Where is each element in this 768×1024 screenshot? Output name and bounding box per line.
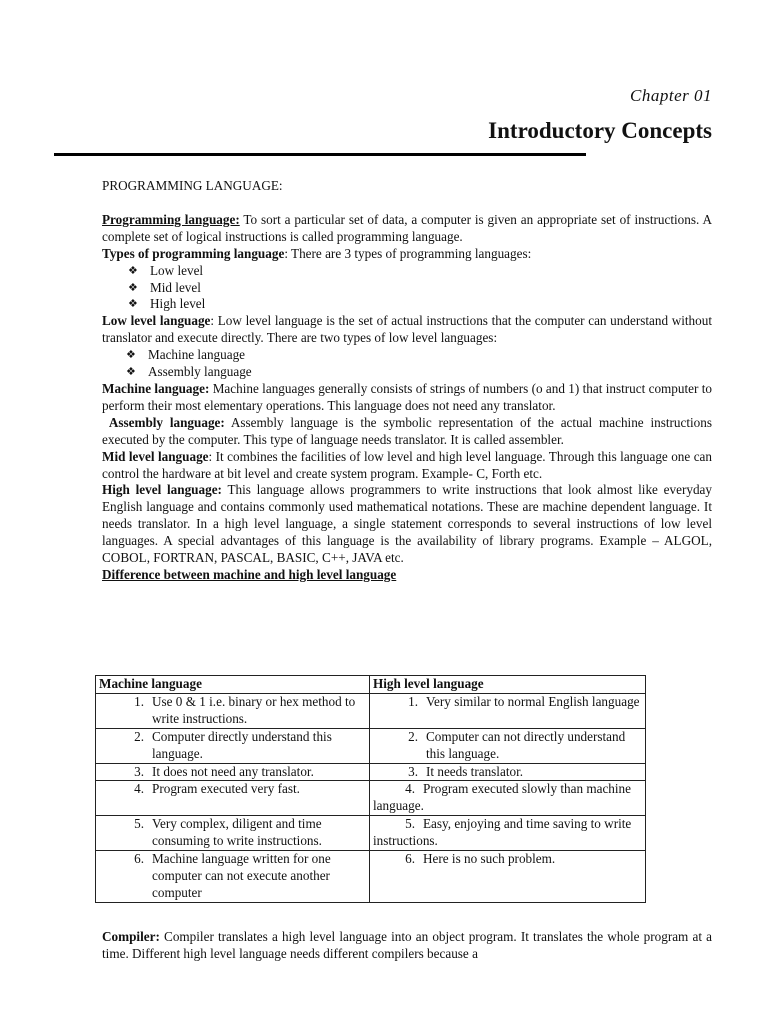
machine-cell-text: Computer directly understand this language. bbox=[152, 728, 332, 761]
types-term: Types of programming language bbox=[102, 245, 285, 261]
compiler-paragraph bbox=[102, 929, 712, 963]
list-item: ❖ Assembly language bbox=[126, 364, 712, 381]
programming-language-text: To sort a particular set of data, a computer is given an appropriate set of instructions. A complete set of logical instructions is called programming language. bbox=[102, 211, 712, 244]
high-level-cell bbox=[370, 693, 646, 728]
high-level-cell-text: Here is no such problem. bbox=[423, 851, 556, 867]
machine-cell bbox=[96, 851, 370, 903]
row-number: 3. bbox=[134, 763, 144, 779]
machine-cell-text: Very complex, diligent and time consuming to write instructions. bbox=[152, 816, 322, 849]
table-row bbox=[96, 763, 646, 781]
table-row bbox=[96, 728, 646, 763]
table-row bbox=[96, 693, 646, 728]
machine-cell bbox=[96, 816, 370, 851]
mid-level-term: Mid level language bbox=[102, 448, 209, 464]
low-level-list bbox=[102, 347, 712, 381]
compiler-term: Compiler: bbox=[102, 929, 160, 944]
high-level-cell-text: It needs translator. bbox=[426, 763, 524, 779]
machine-cell-text: Program executed very fast. bbox=[152, 781, 300, 797]
types-paragraph bbox=[102, 246, 712, 263]
high-level-cell bbox=[370, 816, 646, 851]
machine-cell bbox=[96, 728, 370, 763]
row-number: 1. bbox=[134, 693, 144, 709]
table-row bbox=[96, 851, 646, 903]
machine-language-term: Machine language: bbox=[102, 380, 210, 396]
machine-language-paragraph bbox=[102, 381, 712, 415]
high-level-cell-text: Program executed slowly than machine language. bbox=[373, 781, 632, 814]
mid-level-text: : It combines the facilities of low level and high level language. Through this language one can control the hardware at bit level and create system program. Example- C, Forth etc. bbox=[102, 448, 712, 481]
compiler-text: Compiler translates a high level language into an object program. It translates the whole program at a time. Different high level language needs different compilers because a bbox=[102, 929, 712, 961]
list-item: ❖ High level bbox=[128, 296, 712, 313]
high-level-cell bbox=[370, 851, 646, 903]
high-level-cell-text: Very similar to normal English language bbox=[426, 693, 640, 709]
page-content bbox=[102, 178, 712, 584]
row-number: 5. bbox=[405, 816, 415, 832]
chapter-title: Introductory Concepts bbox=[488, 118, 712, 143]
programming-language-paragraph bbox=[102, 212, 712, 246]
row-number: 4. bbox=[405, 781, 415, 797]
list-item: ❖ Machine language bbox=[126, 347, 712, 364]
difference-heading: Difference between machine and high level language bbox=[102, 566, 397, 582]
row-number: 2. bbox=[134, 728, 144, 744]
row-number: 5. bbox=[134, 816, 144, 832]
list-item: ❖ Low level bbox=[128, 263, 712, 280]
assembly-language-term: Assembly language: bbox=[108, 414, 225, 430]
machine-cell-text: Machine language written for one computer can not execute another computer bbox=[152, 851, 331, 900]
machine-language-text: Machine languages generally consists of strings of numbers (o and 1) that instruct computer to perform their most elementary operations. This language does not need any translator. bbox=[102, 380, 712, 413]
mid-level-paragraph bbox=[102, 449, 712, 483]
row-number: 2. bbox=[408, 728, 418, 744]
programming-language-term: Programming language: bbox=[102, 211, 240, 227]
machine-cell bbox=[96, 781, 370, 816]
row-number: 6. bbox=[134, 851, 144, 867]
list-item: ❖ Mid level bbox=[128, 280, 712, 297]
high-level-paragraph bbox=[102, 482, 712, 567]
table-header-row bbox=[96, 676, 646, 694]
assembly-language-text: Assembly language is the symbolic representation of the actual machine instructions executed by the computer. This type of language needs translator. It is called assembler. bbox=[102, 414, 713, 447]
table-row bbox=[96, 781, 646, 816]
row-number: 6. bbox=[405, 851, 415, 867]
low-level-term: Low level language bbox=[102, 313, 211, 329]
high-level-cell bbox=[370, 728, 646, 763]
row-number: 3. bbox=[408, 763, 418, 779]
title-rule bbox=[54, 153, 586, 156]
types-list bbox=[102, 263, 712, 314]
machine-cell-text: Use 0 & 1 i.e. binary or hex method to write instructions. bbox=[152, 693, 356, 726]
row-number: 1. bbox=[408, 693, 418, 709]
machine-cell bbox=[96, 763, 370, 781]
machine-cell-text: It does not need any translator. bbox=[152, 763, 314, 779]
low-level-text: : Low level language is the set of actual instructions that the computer can understand without translator and execute directly. There are two types of low level languages: bbox=[102, 313, 712, 346]
high-level-cell bbox=[370, 763, 646, 781]
types-text: : There are 3 types of programming languages: bbox=[284, 245, 532, 261]
high-level-cell bbox=[370, 781, 646, 816]
high-level-text: This language allows programmers to write instructions that look almost like everyday English language and contains commonly used mathematical notations. These are machine dependent language. It needs translator. In a high level language, a single statement corresponds to several instructions of low level languages. A special advantages of this language is the availability of library programs. Example – ALGOL, COBOL, FORTRAN, PASCAL, BASIC, C++, JAVA etc. bbox=[102, 482, 712, 566]
assembly-language-paragraph bbox=[102, 415, 712, 449]
high-level-term: High level language: bbox=[102, 482, 222, 498]
chapter-label: Chapter 01 bbox=[630, 86, 712, 105]
row-number: 4. bbox=[134, 781, 144, 797]
machine-column-header: Machine language bbox=[96, 676, 370, 694]
high-level-cell-text: Easy, enjoying and time saving to write instructions. bbox=[373, 816, 632, 849]
high-level-cell-text: Computer can not directly understand this language. bbox=[426, 728, 626, 761]
section-heading: PROGRAMMING LANGUAGE: bbox=[102, 178, 283, 193]
machine-cell bbox=[96, 693, 370, 728]
low-level-paragraph bbox=[102, 313, 712, 347]
high-level-column-header: High level language bbox=[370, 676, 646, 694]
comparison-table bbox=[95, 675, 646, 903]
table-row bbox=[96, 816, 646, 851]
